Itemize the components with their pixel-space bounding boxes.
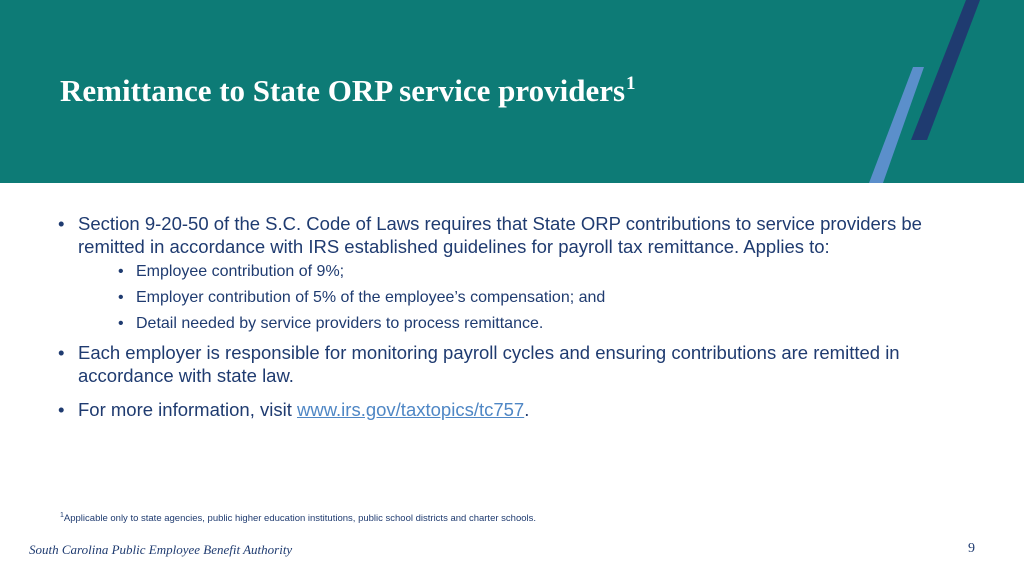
bullet-item-section bbox=[58, 212, 978, 334]
bullet-glyph: • bbox=[58, 399, 65, 420]
more-info-suffix: . bbox=[524, 399, 530, 420]
footnote-mark: 1 bbox=[60, 512, 64, 519]
bullet-text: Each employer is responsible for monitoring payroll cycles and ensuring contributions are remitted in accordance with state law. bbox=[78, 342, 900, 386]
footer-organization: South Carolina Public Employee Benefit Authority bbox=[29, 542, 293, 557]
bullet-item-employer bbox=[58, 341, 978, 387]
sub-bullet-item bbox=[78, 288, 978, 308]
page-number: 9 bbox=[968, 541, 975, 556]
sub-bullet-glyph: • bbox=[118, 315, 124, 332]
bullet-glyph: • bbox=[58, 213, 65, 234]
title-footnote-mark: 1 bbox=[626, 73, 636, 94]
irs-link[interactable]: www.irs.gov/taxtopics/tc757 bbox=[296, 399, 525, 420]
sub-bullet-glyph: • bbox=[118, 289, 124, 306]
footnote-text: Applicable only to state agencies, public higher education institutions, public school districts and charter schools. bbox=[63, 513, 537, 524]
footnote bbox=[60, 513, 536, 524]
bullet-glyph: • bbox=[58, 342, 65, 363]
more-info-prefix: For more information, visit bbox=[78, 399, 297, 420]
slide-title bbox=[60, 72, 636, 115]
sub-bullet-text: Detail needed by service providers to process remittance. bbox=[136, 315, 544, 332]
bullet-list bbox=[58, 212, 978, 432]
bullet-text: Section 9-20-50 of the S.C. Code of Laws requires that State ORP contributions to service providers be remitted in accordance with IRS established guidelines for payroll tax remittance. Applies to: bbox=[78, 213, 922, 257]
sub-bullet-text: Employer contribution of 5% of the employee’s compensation; and bbox=[136, 289, 606, 306]
bullet-item-more-info bbox=[58, 398, 978, 421]
title-banner bbox=[0, 0, 1024, 183]
slide-title-text: Remittance to State ORP service providers bbox=[60, 73, 626, 108]
sub-bullet-text: Employee contribution of 9%; bbox=[136, 263, 345, 280]
sub-bullet-glyph: • bbox=[118, 263, 124, 280]
sub-bullet-item bbox=[78, 262, 978, 282]
stripe-light bbox=[869, 67, 924, 183]
sub-bullet-list bbox=[78, 262, 978, 334]
sub-bullet-item bbox=[78, 314, 978, 334]
